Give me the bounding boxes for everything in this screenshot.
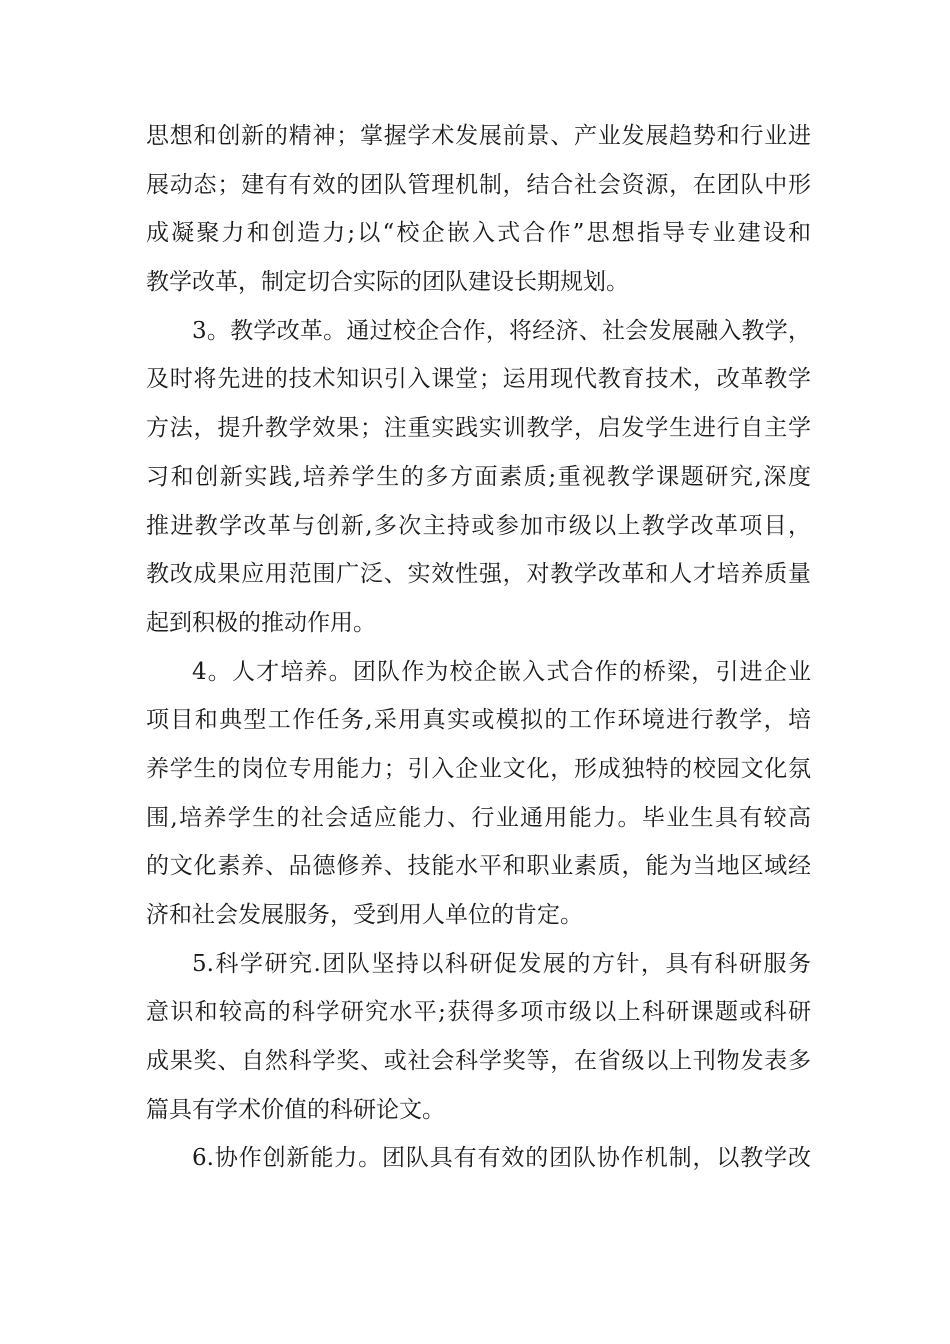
paragraph-talent-cultivation — [146, 648, 811, 940]
text-line: 及时将先进的技术知识引入课堂；运用现代教育技术，改革教学 — [146, 366, 811, 393]
text-line: 成果奖、自然科学奖、或社会科学奖等，在省级以上刊物发表多 — [146, 1048, 811, 1075]
paragraph-teaching-reform — [146, 307, 811, 648]
paragraph-scientific-research — [146, 940, 811, 1135]
paragraph-collaborative-innovation — [146, 1134, 811, 1183]
text-line: 起到积极的推动作用。 — [146, 609, 376, 636]
text-line: 项目和典型工作任务,采用真实或模拟的工作环境进行教学，培 — [146, 707, 811, 734]
text-line: 思想和创新的精神；掌握学术发展前景、产业发展趋势和行业进 — [146, 123, 811, 149]
document-body — [146, 112, 811, 1183]
text-line: 推进教学改革与创新,多次主持或参加市级以上教学改革项目， — [146, 512, 811, 539]
text-line: 篇具有学术价值的科研论文。 — [146, 1096, 445, 1123]
text-line: 教学改革，制定切合实际的团队建设长期规划。 — [146, 269, 629, 296]
text-line: 4。人才培养。团队作为校企嵌入式合作的桥梁，引进企业 — [192, 658, 811, 685]
text-line: 方法，提升教学效果；注重实践实训教学，启发学生进行自主学 — [146, 415, 811, 442]
text-line: 养学生的岗位专用能力；引入企业文化，形成独特的校园文化氛 — [146, 755, 811, 782]
text-line: 展动态；建有有效的团队管理机制，结合社会资源，在团队中形 — [146, 171, 811, 198]
text-line: 6.协作创新能力。团队具有有效的团队协作机制，以教学改 — [192, 1145, 811, 1172]
text-line: 教改成果应用范围广泛、实效性强，对教学改革和人才培养质量 — [146, 561, 811, 588]
paragraph-team-management — [146, 112, 811, 307]
text-line: 的文化素养、品德修养、技能水平和职业素质，能为当地区域经 — [146, 853, 811, 880]
text-line: 济和社会发展服务，受到用人单位的肯定。 — [146, 902, 583, 928]
text-line: 成凝聚力和创造力;以“校企嵌入式合作”思想指导专业建设和 — [146, 220, 811, 247]
text-line: 围,培养学生的社会适应能力、行业通用能力。毕业生具有较高 — [146, 804, 811, 831]
text-line: 习和创新实践,培养学生的多方面素质;重视教学课题研究,深度 — [146, 463, 811, 490]
text-line: 意识和较高的科学研究水平;获得多项市级以上科研课题或科研 — [146, 999, 811, 1026]
text-line: 5.科学研究.团队坚持以科研促发展的方针，具有科研服务 — [192, 950, 811, 977]
text-line: 3。教学改革。通过校企合作，将经济、社会发展融入教学， — [192, 317, 811, 344]
